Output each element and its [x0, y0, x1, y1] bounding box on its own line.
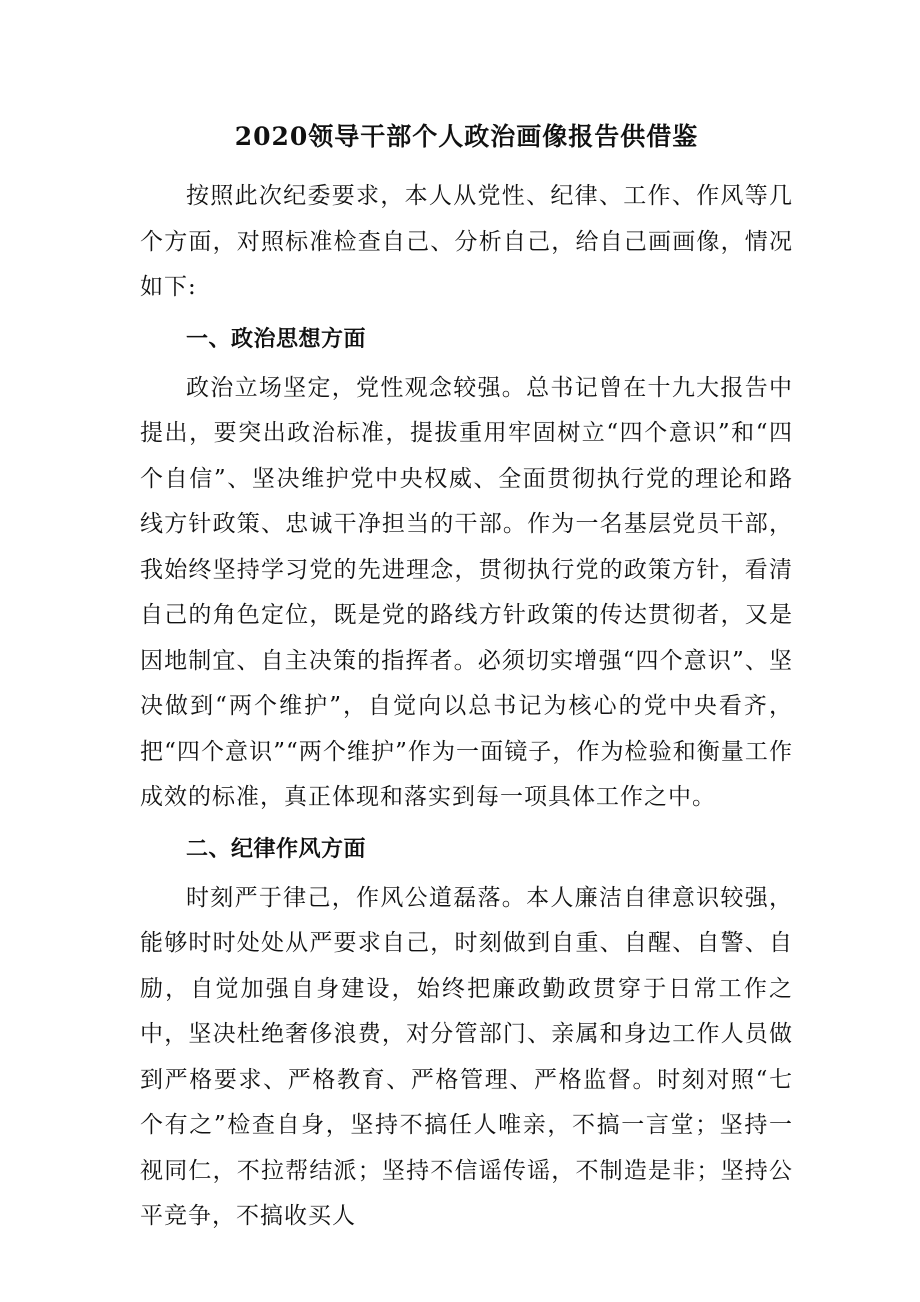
section-body-discipline: 时刻严于律己，作风公道磊落。本人廉洁自律意识较强，能够时时处处从严要求自己，时刻做到自重、自醒、自警、自励，自觉加强自身建设，始终把廉政勤政贯穿于日常工作之中，坚决杜绝奢侈浪费，对分管部门、亲属和身边工作人员做到严格要求、严格教育、严格管理、严格监督。时刻对照“七个有之”检查自身，坚持不搞任人唯亲，不搞一言堂；坚持一视同仁，不拉帮结派；坚持不信谣传谣，不制造是非；坚持公平竞争，不搞收买人 [140, 884, 793, 1229]
intro-paragraph: 按照此次纪委要求，本人从党性、纪律、工作、作风等几个方面，对照标准检查自己、分析自己，给自己画画像，情况如下: [140, 183, 793, 300]
section-heading-political: 一、政治思想方面 [186, 325, 367, 352]
document-title: 2020领导干部个人政治画像报告供借鉴 [234, 122, 699, 151]
section-body-political: 政治立场坚定，党性观念较强。总书记曾在十九大报告中提出，要突出政治标准，提拔重用牢固树立“四个意识”和“四个自信”、坚决维护党中央权威、全面贯彻执行党的理论和路线方针政策、忠诚干净担当的干部。作为一名基层党员干部，我始终坚持学习党的先进理念，贯彻执行党的政策方针，看清自己的角色定位，既是党的路线方针政策的传达贯彻者，又是因地制宜、自主决策的指挥者。必须切实增强“四个意识”、坚决做到“两个维护”，自觉向以总书记为核心的党中央看齐，把“四个意识”“两个维护”作为一面镜子，作为检验和衡量工作成效的标准，真正体现和落实到每一项具体工作之中。 [140, 374, 793, 810]
section-heading-discipline: 二、纪律作风方面 [186, 835, 367, 862]
